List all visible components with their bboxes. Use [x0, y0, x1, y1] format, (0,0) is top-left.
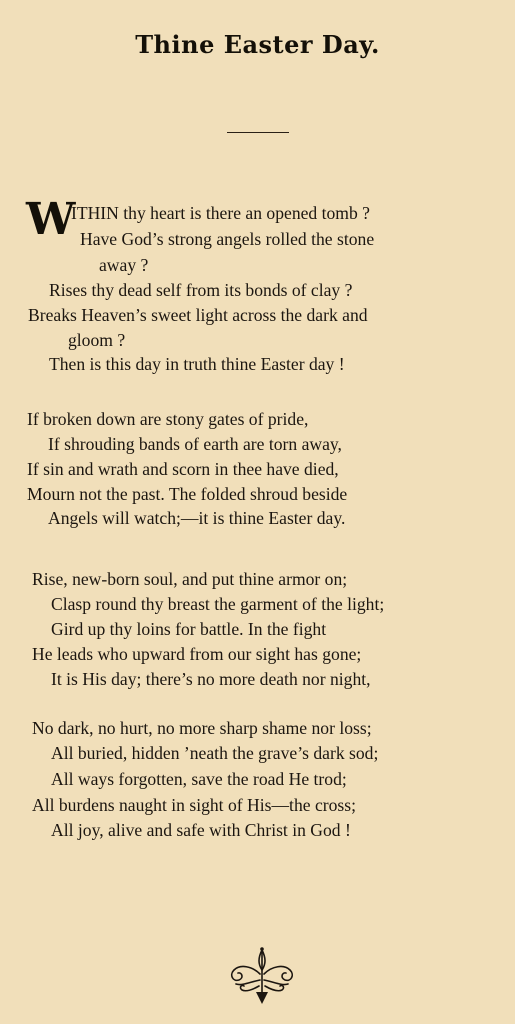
poem-line: It is His day; there’s no more death nor night, — [51, 669, 371, 689]
poem-line: Gird up thy loins for battle. In the fight — [51, 619, 327, 639]
drop-cap-initial: W — [26, 194, 76, 245]
poem-line: All buried, hidden ’neath the grave’s dark sod; — [51, 743, 379, 763]
poem-line: All joy, alive and safe with Christ in God ! — [51, 820, 351, 840]
poem-line: Rise, new-born soul, and put thine armor on; — [32, 569, 348, 589]
poem-line: Clasp round thy breast the garment of the light; — [51, 594, 385, 614]
poem-line: Then is this day in truth thine Easter day ! — [49, 354, 345, 374]
poem-line: If broken down are stony gates of pride, — [27, 409, 309, 429]
poem-line: ITHIN thy heart is there an opened tomb ? — [71, 203, 370, 223]
poem-line: away ? — [99, 255, 149, 275]
fleuron-ornament-icon — [222, 946, 302, 1006]
poem-line: If sin and wrath and scorn in thee have died, — [27, 459, 339, 479]
poem-line: He leads who upward from our sight has gone; — [32, 644, 362, 664]
poem-title: Thine Easter Day. — [135, 30, 380, 59]
poem-line: Breaks Heaven’s sweet light across the dark and — [28, 305, 368, 325]
title-divider — [227, 132, 289, 133]
poem-line: Rises thy dead self from its bonds of clay ? — [49, 280, 353, 300]
poem-line: No dark, no hurt, no more sharp shame nor loss; — [32, 718, 372, 738]
poem-line: gloom ? — [68, 330, 126, 350]
poem-line: Angels will watch;—it is thine Easter day. — [48, 508, 346, 528]
poem-line: All ways forgotten, save the road He trod; — [51, 769, 347, 789]
poem-line: All burdens naught in sight of His––the cross; — [32, 795, 356, 815]
poem-line: If shrouding bands of earth are torn away, — [48, 434, 342, 454]
poem-line: Mourn not the past. The folded shroud beside — [27, 484, 348, 504]
poem-line: Have God’s strong angels rolled the stone — [80, 229, 375, 249]
